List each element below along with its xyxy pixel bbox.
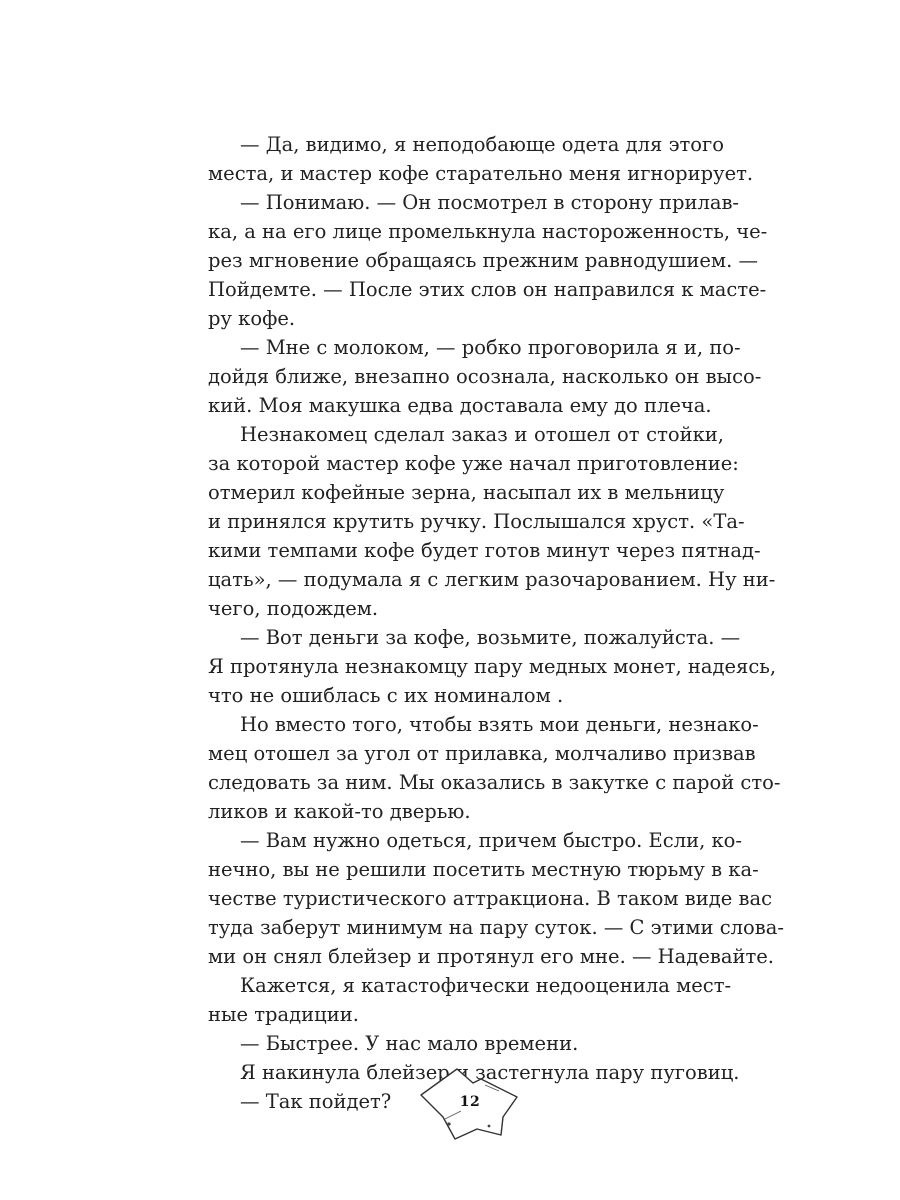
- text-line: следовать за ним. Мы оказались в закутке с парой сто-: [208, 771, 781, 794]
- text-line: чего, подождем.: [208, 597, 379, 620]
- text-line: цать», — подумала я с легким разочарованием. Ну ни-: [208, 568, 776, 591]
- paragraph: [208, 971, 732, 1029]
- page-number-ornament: [415, 1061, 525, 1141]
- text-line: кими темпами кофе будет готов минут через пятнад-: [208, 539, 761, 562]
- paragraph: [208, 333, 762, 420]
- paragraph: [208, 623, 777, 710]
- text-line: за которой мастер кофе уже начал приготовление:: [208, 452, 739, 475]
- text-line: места, и мастер кофе старательно меня игнорирует.: [208, 162, 754, 185]
- text-line: — Понимаю. — Он посмотрел в сторону прилав-: [240, 191, 740, 214]
- paragraph: [208, 1029, 724, 1058]
- text-line: Я протянула незнакомцу пару медных монет, надеясь,: [208, 655, 777, 678]
- text-line: — Быстрее. У нас мало времени.: [240, 1032, 579, 1055]
- text-line: Но вместо того, чтобы взять мои деньги, незнако-: [240, 713, 759, 736]
- text-line: ликов и какой-то дверью.: [208, 800, 471, 823]
- text-line: — Мне с молоком, — робко проговорила я и, по-: [240, 336, 741, 359]
- text-line: Кажется, я катастофически недооценила мест-: [240, 974, 732, 997]
- text-line: ру кофе.: [208, 307, 296, 330]
- text-line: ные традиции.: [208, 1003, 359, 1026]
- text-line: — Вам нужно одеться, причем быстро. Если, ко-: [240, 829, 742, 852]
- text-line: и принялся крутить ручку. Послышался хруст. «Та-: [208, 510, 745, 533]
- paragraph: [208, 826, 784, 971]
- paragraph: [208, 188, 768, 333]
- text-line: Незнакомец сделал заказ и отошел от стойки,: [240, 423, 724, 446]
- text-line: ка, а на его лице промелькнула настороженность, че-: [208, 220, 768, 243]
- text-line: — Так пойдет?: [240, 1090, 392, 1113]
- paragraph: [208, 420, 776, 623]
- text-line: Пойдемте. — После этих слов он направился к масте-: [208, 278, 767, 301]
- paragraph: [208, 710, 781, 826]
- text-line: мец отошел за угол от прилавка, молчаливо призвав: [208, 742, 756, 765]
- text-line: отмерил кофейные зерна, насыпал их в мельницу: [208, 481, 725, 504]
- text-line: Я накинула блейзер и застегнула пару пуговиц.: [240, 1061, 740, 1084]
- text-line: нечно, вы не решили посетить местную тюрьму в ка-: [208, 858, 759, 881]
- text-line: что не ошиблась с их номиналом .: [208, 684, 564, 707]
- paragraph: [208, 130, 754, 188]
- text-line: кий. Моя макушка едва доставала ему до плеча.: [208, 394, 712, 417]
- text-line: ми он снял блейзер и протянул его мне. — Надевайте.: [208, 945, 774, 968]
- text-line: туда заберут минимум на пару суток. — С этими слова-: [208, 916, 784, 939]
- text-line: честве туристического аттракциона. В таком виде вас: [208, 887, 773, 910]
- text-line: — Вот деньги за кофе, возьмите, пожалуйста. —: [240, 626, 741, 649]
- text-line: дойдя ближе, внезапно осознала, насколько он высо-: [208, 365, 762, 388]
- text-line: рез мгновение обращаясь прежним равнодушием. —: [208, 249, 758, 272]
- text-line: — Да, видимо, я неподобающе одета для этого: [240, 133, 724, 156]
- page-number: 12: [459, 1094, 481, 1110]
- book-page-text: [208, 130, 784, 1116]
